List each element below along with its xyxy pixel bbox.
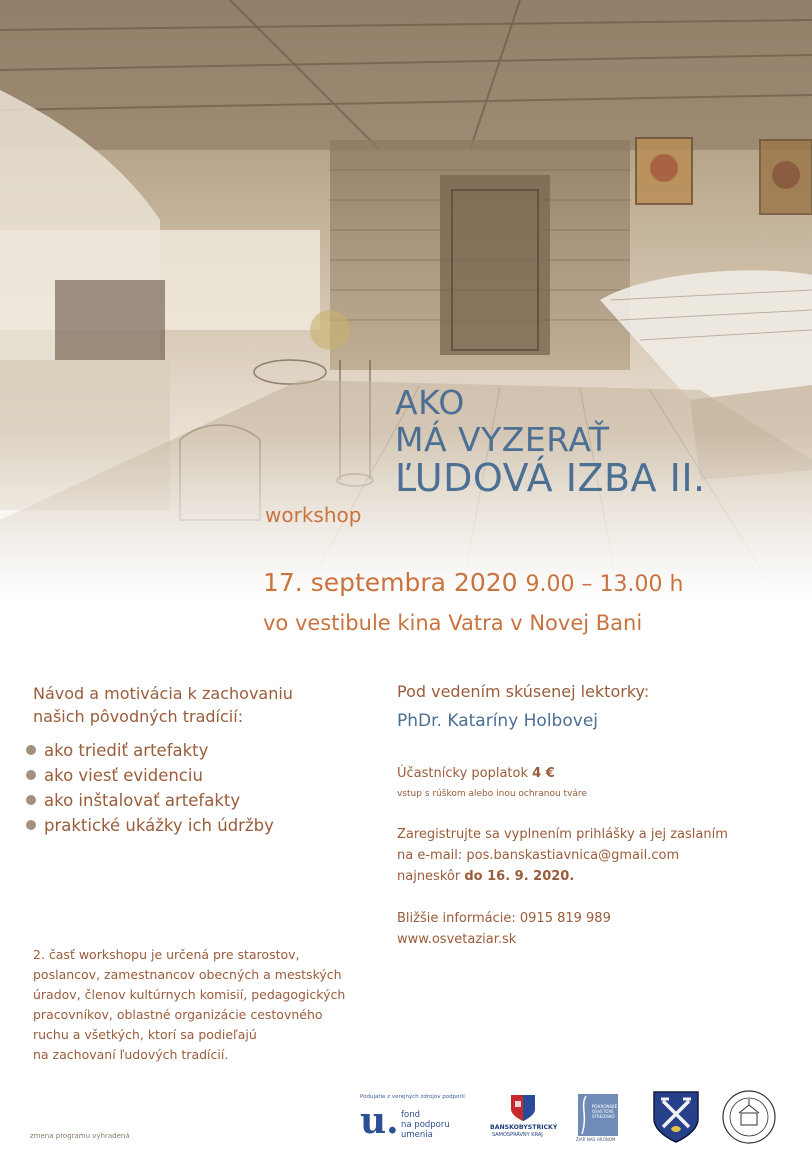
bullet-icon bbox=[26, 820, 36, 830]
museum-seal-icon bbox=[721, 1089, 777, 1145]
event-date bbox=[263, 568, 683, 597]
deadline-date: do 16. 9. 2020. bbox=[464, 869, 575, 884]
deadline-prefix: najneskôr bbox=[397, 869, 461, 884]
crest-icon bbox=[651, 1089, 701, 1145]
bbsk-name: BANSKOBYSTRICKÝ bbox=[490, 1124, 558, 1131]
bullet-icon bbox=[26, 745, 36, 755]
fpu-support-text: Podujatie z verejných zdrojov podporil bbox=[360, 1094, 465, 1100]
fpu-line: na podporu bbox=[401, 1120, 450, 1130]
workshop-label: workshop bbox=[265, 503, 362, 527]
pos-box bbox=[578, 1094, 618, 1136]
event-time: 9.00 – 13.00 h bbox=[525, 572, 684, 597]
event-venue: vo vestibule kina Vatra v Novej Bani bbox=[263, 611, 643, 635]
task-list bbox=[26, 738, 274, 838]
fee-note: vstup s rúškom alebo inou ochranou tváre bbox=[397, 789, 587, 799]
title-line-1: AKO bbox=[395, 383, 465, 422]
lector-name: PhDr. Kataríny Holbovej bbox=[397, 711, 598, 731]
registration-deadline bbox=[397, 866, 797, 887]
fpu-letter: u. bbox=[360, 1100, 399, 1142]
list-item bbox=[26, 738, 274, 763]
left-heading-line-1: Návod a motivácia k zachovaniu bbox=[33, 684, 293, 703]
fee-line bbox=[397, 766, 555, 781]
list-item-text: ako triediť artefakty bbox=[44, 741, 209, 760]
title-line-3: ĽUDOVÁ IZBA II. bbox=[395, 456, 706, 500]
left-heading-line-2: našich pôvodných tradícií: bbox=[33, 707, 244, 726]
title-line-2: MÁ VYZERAŤ bbox=[395, 420, 610, 459]
registration-line-1: Zaregistrujte sa vyplnením prihlášky a jej zaslaním bbox=[397, 827, 728, 842]
fee-value: 4 € bbox=[532, 766, 555, 781]
list-item-text: ako inštalovať artefakty bbox=[44, 791, 241, 810]
part2-line: úradov, členov kultúrnych komisií, pedagogických bbox=[33, 987, 346, 1002]
bbsk-sub: SAMOSPRÁVNY KRAJ bbox=[492, 1132, 543, 1138]
fpu-logo bbox=[356, 1094, 466, 1144]
part2-line: pracovníkov, oblastné organizácie cestovného bbox=[33, 1007, 323, 1022]
left-heading bbox=[33, 682, 363, 728]
bbsk-logo bbox=[488, 1093, 558, 1143]
fpu-line: umenia bbox=[401, 1130, 433, 1140]
pos-name: POHRONSKÉ OSVETOVÉ STREDISKO bbox=[592, 1104, 618, 1119]
lector-heading: Pod vedením skúsenej lektorky: bbox=[397, 682, 650, 701]
fee-label: Účastnícky poplatok bbox=[397, 766, 529, 781]
bullet-icon bbox=[26, 795, 36, 805]
registration-email[interactable]: na e-mail: pos.banskastiavnica@gmail.com bbox=[397, 848, 680, 863]
list-item bbox=[26, 813, 274, 838]
footnote: zmena programu vyhradená bbox=[30, 1132, 130, 1140]
part2-line: ruchu a všetkých, ktorí sa podieľajú bbox=[33, 1027, 257, 1042]
list-item-text: ako viesť evidenciu bbox=[44, 766, 203, 785]
part2-line: 2. časť workshopu je určená pre starostov, bbox=[33, 947, 300, 962]
list-item bbox=[26, 788, 274, 813]
fpu-line: fond bbox=[401, 1110, 420, 1120]
info-block bbox=[397, 908, 611, 950]
title-block bbox=[395, 384, 706, 498]
list-item-text: praktické ukážky ich údržby bbox=[44, 816, 274, 835]
event-date-text: 17. septembra 2020 bbox=[263, 568, 518, 597]
pos-logo bbox=[574, 1093, 622, 1143]
part2-line: poslancov, zamestnancov obecných a mestských bbox=[33, 967, 342, 982]
registration-block bbox=[397, 824, 797, 887]
info-phone: Bližšie informácie: 0915 819 989 bbox=[397, 911, 611, 926]
part2-description bbox=[33, 945, 378, 1065]
part2-line: na zachovaní ľudových tradícií. bbox=[33, 1047, 229, 1062]
list-item bbox=[26, 763, 274, 788]
bbsk-shield-icon bbox=[488, 1093, 558, 1123]
museum-seal-logo bbox=[721, 1089, 777, 1145]
website-link[interactable]: www.osvetaziar.sk bbox=[397, 932, 517, 947]
pos-wave-icon bbox=[578, 1094, 590, 1136]
bullet-icon bbox=[26, 770, 36, 780]
pos-sub: ŽIAR NAD HRONOM bbox=[576, 1137, 616, 1142]
fpu-name bbox=[401, 1110, 450, 1140]
town-crest-logo bbox=[651, 1089, 701, 1145]
